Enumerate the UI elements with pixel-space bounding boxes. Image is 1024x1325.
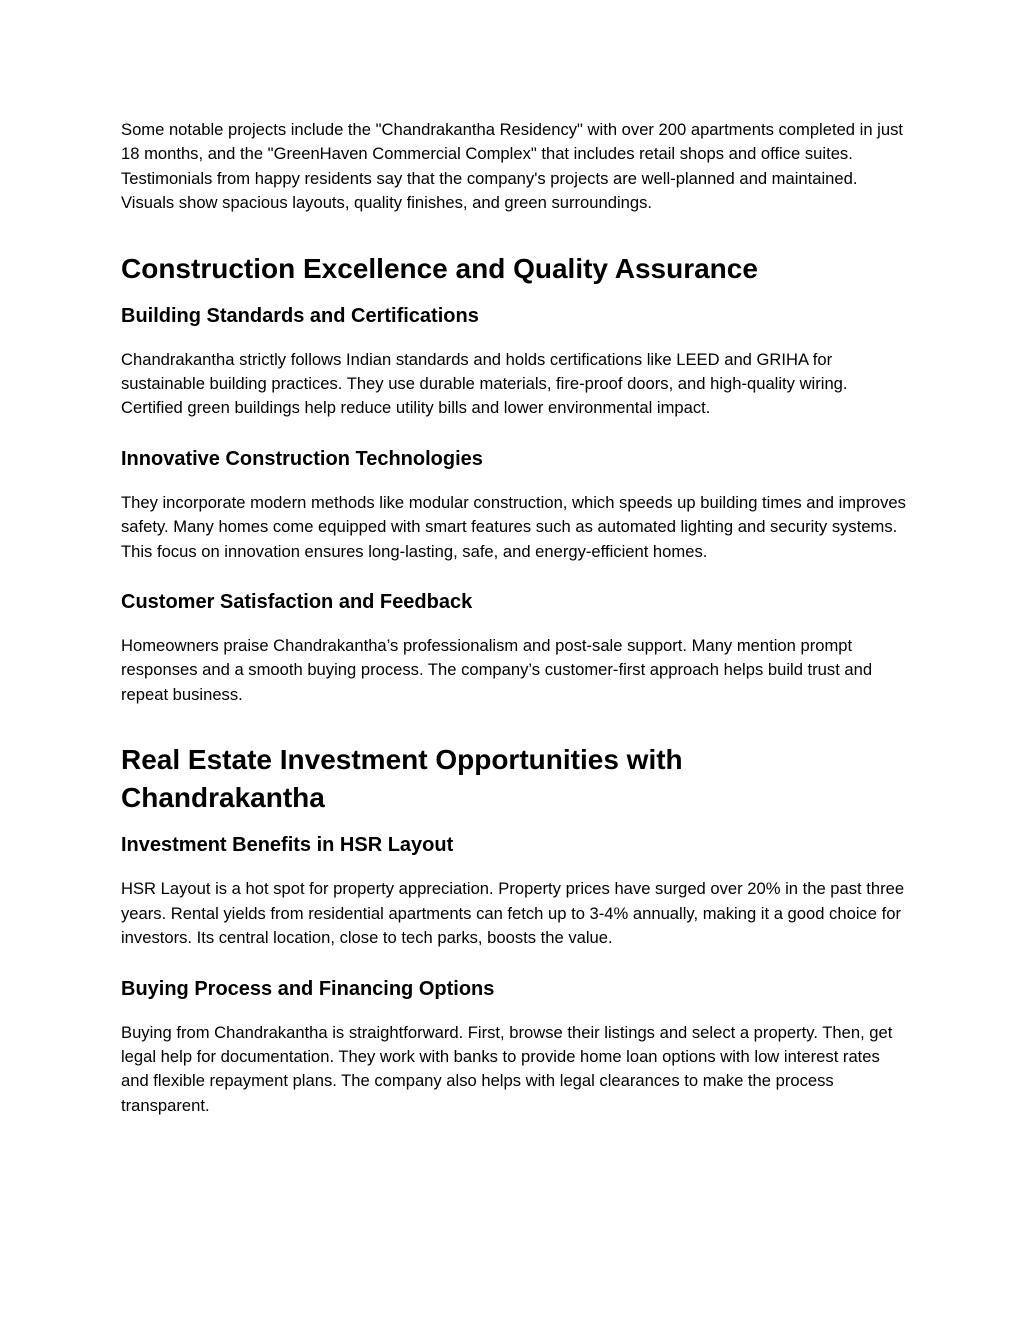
subheading-buying-process: Buying Process and Financing Options	[121, 977, 495, 1000]
section-title-construction: Construction Excellence and Quality Assurance	[121, 252, 758, 284]
subheading-building-standards: Building Standards and Certifications	[121, 304, 479, 327]
subheading-customer-satisfaction: Customer Satisfaction and Feedback	[121, 591, 473, 614]
paragraph-customer-satisfaction: Homeowners praise Chandrakantha’s professionalism and post-sale support. Many mention prompt responses and a smooth buying process. The company’s customer-first approach helps build trust and repeat business.	[121, 636, 873, 704]
paragraph-building-standards: Chandrakantha strictly follows Indian standards and holds certifications like LEED and GRIHA for sustainable building practices. They use durable materials, fire-proof doors, and high-quality wiring. Certified green buildings help reduce utility bills and lower environmental impact.	[121, 349, 848, 418]
document-page	[121, 118, 911, 1118]
subheading-innovative-technologies: Innovative Construction Technologies	[121, 447, 483, 470]
section-title-investment: Real Estate Investment Opportunities with Chandrakantha	[121, 744, 683, 814]
paragraph-investment-benefits: HSR Layout is a hot spot for property appreciation. Property prices have surged over 20% in the past three years. Rental yields from residential apartments can fetch up to 3-4% annually, making it a good choice for investors. Its central location, close to tech parks, boosts the value.	[121, 879, 905, 948]
subheading-investment-benefits: Investment Benefits in HSR Layout	[121, 834, 454, 857]
paragraph-innovative-technologies: They incorporate modern methods like modular construction, which speeds up building times and improves safety. Many homes come equipped with smart features such as automated lighting and security systems. This focus on innovation ensures long-lasting, safe, and energy-efficient homes.	[121, 492, 906, 561]
paragraph-buying-process: Buying from Chandrakantha is straightforward. First, browse their listings and select a property. Then, get legal help for documentation. They work with banks to provide home loan options with low interest rates and flexible repayment plans. The company also helps with legal clearances to make the process transparent.	[121, 1022, 893, 1115]
intro-paragraph: Some notable projects include the "Chandrakantha Residency" with over 200 apartments completed in just 18 months, and the "GreenHaven Commercial Complex" that includes retail shops and office suites. Testimonials from happy residents say that the company's projects are well-planned and maintained. Visuals show spacious layouts, quality finishes, and green surroundings.	[121, 120, 903, 213]
